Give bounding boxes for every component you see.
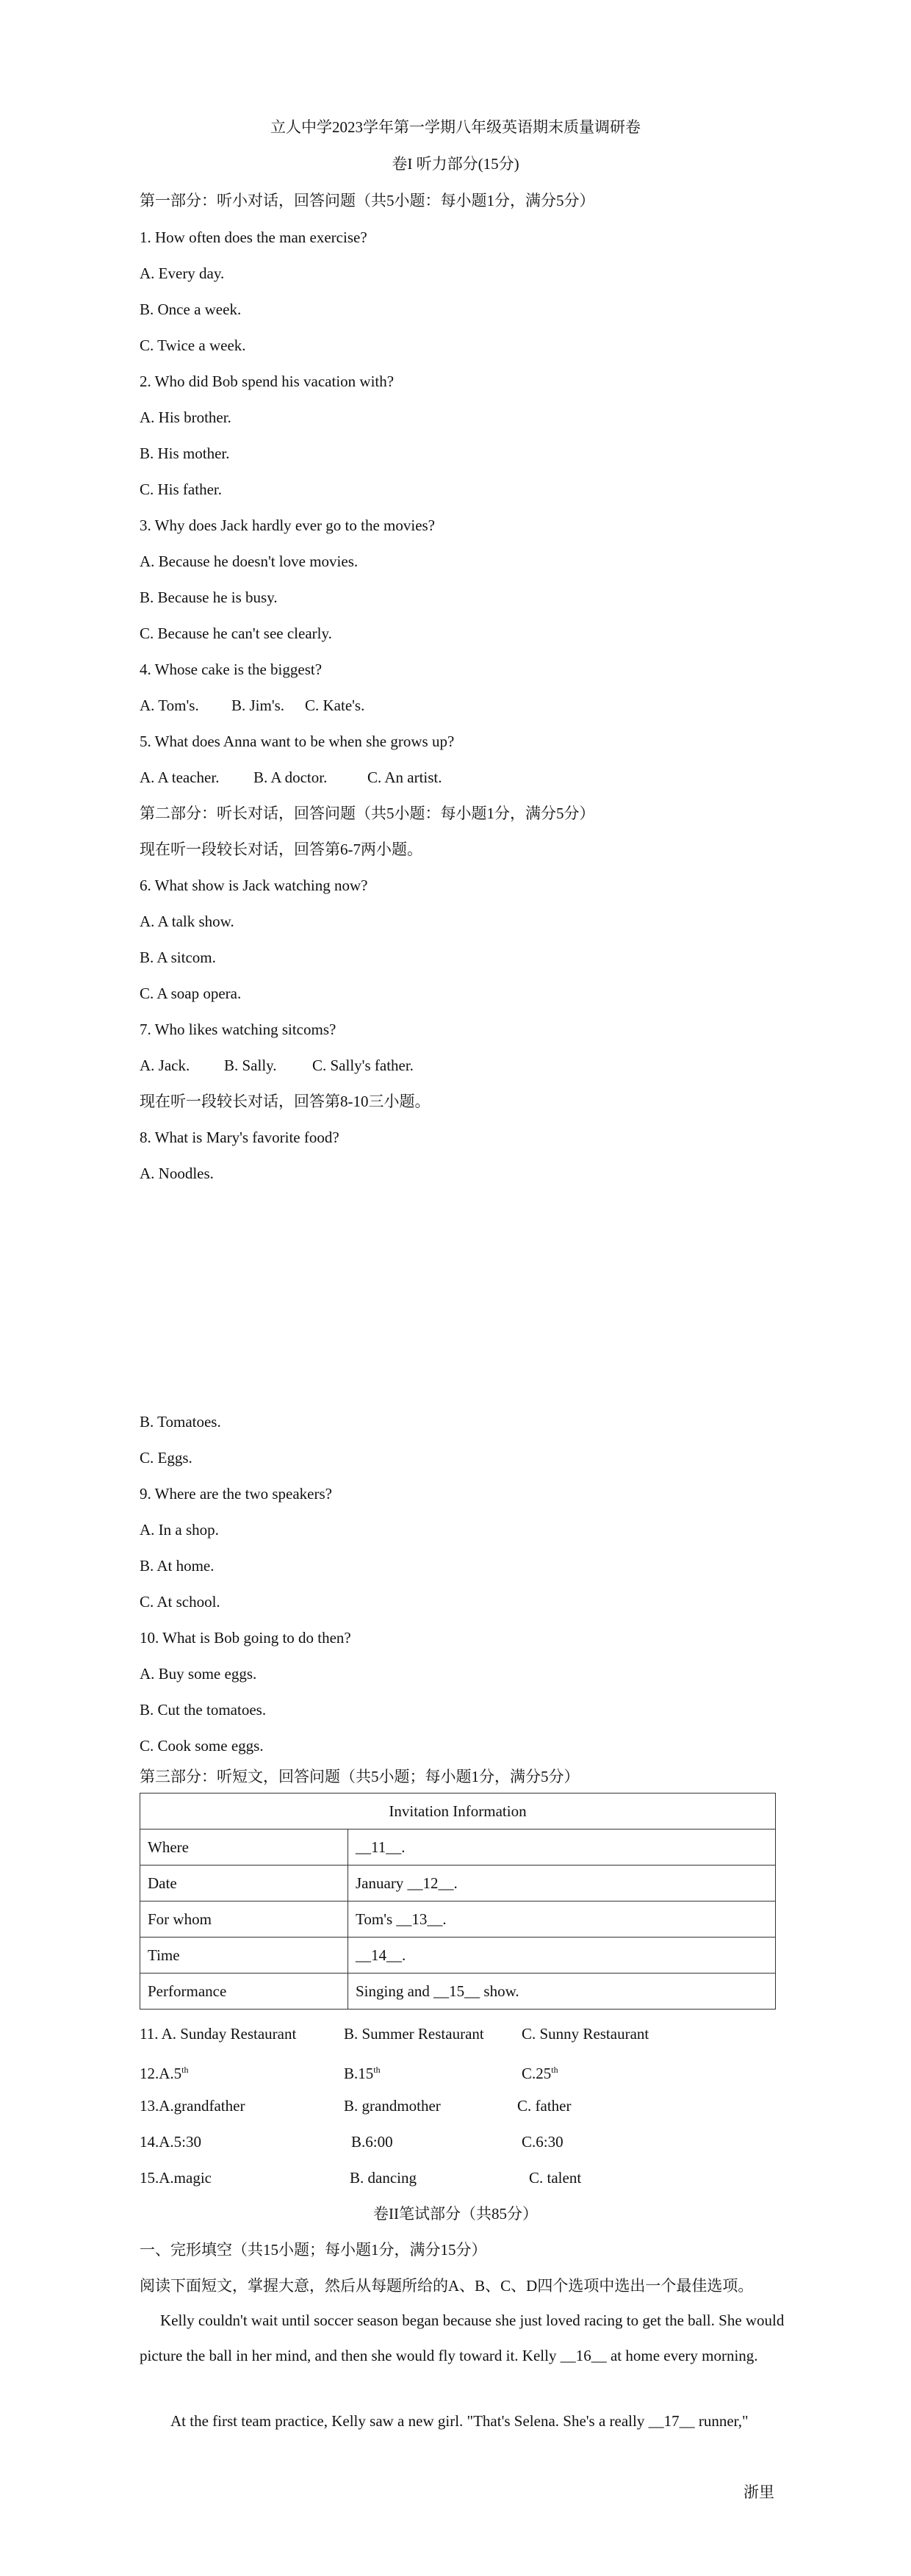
option-4c: C. Kate's.	[305, 697, 365, 714]
answer-a: A.5:30	[159, 2133, 201, 2151]
answer-num: 14.	[140, 2133, 159, 2151]
answer-b: B.15	[344, 2065, 374, 2082]
answer-b: B. Summer Restaurant	[344, 2025, 484, 2043]
part2-heading: 第二部分：听长对话，回答问题（共5小题：每小题1分，满分5分）	[140, 805, 595, 822]
footer-label: 浙里	[743, 2483, 774, 2501]
answer-c: C. talent	[529, 2169, 582, 2187]
answer-a: A.5	[159, 2065, 182, 2082]
table-header-row	[140, 1794, 776, 1830]
options-4	[140, 696, 364, 715]
answer-c: C.6:30	[522, 2133, 563, 2151]
option-5b: B. A doctor.	[253, 769, 328, 786]
option-6c: C. A soap opera.	[140, 985, 242, 1002]
answer-num: 15.	[140, 2169, 159, 2187]
option-2c: C. His father.	[140, 481, 222, 498]
row-value: Singing and __15__ show.	[348, 1974, 776, 2010]
answer-b: B.6:00	[351, 2133, 393, 2151]
option-4a: A. Tom's.	[140, 697, 199, 714]
option-10b: B. Cut the tomatoes.	[140, 1701, 267, 1719]
section2-title: 卷II笔试部分（共85分）	[373, 2205, 538, 2223]
question-9: 9. Where are the two speakers?	[140, 1485, 332, 1503]
row-value: __14__.	[348, 1938, 776, 1974]
option-6a: A. A talk show.	[140, 913, 234, 930]
table-row	[140, 1938, 776, 1974]
option-8c: C. Eggs.	[140, 1449, 192, 1467]
option-3b: B. Because he is busy.	[140, 589, 278, 606]
row-label: For whom	[140, 1902, 348, 1938]
row-label: Performance	[140, 1974, 348, 2010]
question-8: 8. What is Mary's favorite food?	[140, 1129, 339, 1146]
answer-num: 13.	[140, 2097, 159, 2115]
option-8a: A. Noodles.	[140, 1165, 214, 1182]
options-7	[140, 1056, 414, 1075]
question-6: 6. What show is Jack watching now?	[140, 877, 368, 894]
question-3: 3. Why does Jack hardly ever go to the movies?	[140, 517, 436, 534]
cloze-instruction: 阅读下面短文，掌握大意，然后从每题所给的A、B、C、D四个选项中选出一个最佳选项。	[140, 2277, 754, 2295]
answer-b: B. dancing	[350, 2169, 417, 2187]
table-row	[140, 1902, 776, 1938]
answer-num: 11.	[140, 2025, 159, 2043]
option-6b: B. A sitcom.	[140, 949, 216, 966]
part2-intro-1: 现在听一段较长对话，回答第6-7两小题。	[140, 841, 422, 858]
invitation-table	[140, 1793, 776, 2010]
answer-num: 12.	[140, 2065, 159, 2082]
option-7c: C. Sally's father.	[312, 1057, 414, 1074]
answer-b-suffix: th	[373, 2065, 381, 2075]
option-2a: A. His brother.	[140, 409, 231, 426]
option-9c: C. At school.	[140, 1593, 220, 1611]
page-title: 立人中学2023学年第一学期八年级英语期末质量调研卷	[270, 118, 641, 136]
option-3a: A. Because he doesn't love movies.	[140, 553, 359, 570]
part2-intro-2: 现在听一段较长对话，回答第8-10三小题。	[140, 1093, 431, 1110]
answer-c: C. Sunny Restaurant	[522, 2025, 649, 2043]
answer-c-suffix: th	[551, 2065, 558, 2075]
answer-a: A.magic	[159, 2169, 212, 2187]
row-value: __11__.	[348, 1830, 776, 1866]
table-row	[140, 1866, 776, 1902]
cloze-paragraph-1: Kelly couldn't wait until soccer season began because she just loved racing to get the ball. She would picture the ball in her mind, and then she would fly toward it. Kelly __16__ at home every morning.	[140, 2311, 785, 2364]
option-4b: B. Jim's.	[231, 697, 285, 714]
option-1c: C. Twice a week.	[140, 337, 246, 354]
cloze-heading: 一、完形填空（共15小题；每小题1分，满分15分）	[140, 2241, 487, 2259]
cloze-paragraph-2: At the first team practice, Kelly saw a new girl. "That's Selena. She's a really __17__ runner,"	[170, 2412, 749, 2430]
option-5a: A. A teacher.	[140, 769, 220, 786]
option-5c: C. An artist.	[367, 769, 442, 786]
option-9a: A. In a shop.	[140, 1521, 219, 1539]
option-10a: A. Buy some eggs.	[140, 1665, 257, 1683]
row-value: January __12__.	[348, 1866, 776, 1902]
option-3c: C. Because he can't see clearly.	[140, 625, 332, 642]
answer-a-suffix: th	[181, 2065, 189, 2075]
option-1b: B. Once a week.	[140, 301, 242, 318]
part3-heading: 第三部分：听短文，回答问题（共5小题；每小题1分，满分5分）	[140, 1768, 580, 1785]
answer-c: C. father	[517, 2097, 572, 2115]
question-7: 7. Who likes watching sitcoms?	[140, 1021, 336, 1038]
question-10: 10. What is Bob going to do then?	[140, 1629, 351, 1647]
row-value: Tom's __13__.	[348, 1902, 776, 1938]
row-label: Date	[140, 1866, 348, 1902]
option-1a: A. Every day.	[140, 265, 225, 282]
section-subtitle: 卷I 听力部分(15分)	[392, 155, 519, 173]
row-label: Where	[140, 1830, 348, 1866]
table-title: Invitation Information	[140, 1794, 776, 1830]
option-9b: B. At home.	[140, 1557, 215, 1575]
answer-a: A. Sunday Restaurant	[161, 2025, 297, 2043]
answer-c: C.25	[522, 2065, 552, 2082]
option-10c: C. Cook some eggs.	[140, 1737, 264, 1755]
row-label: Time	[140, 1938, 348, 1974]
option-7a: A. Jack.	[140, 1057, 190, 1074]
answer-b: B. grandmother	[344, 2097, 441, 2115]
options-5	[140, 768, 442, 787]
table-row	[140, 1974, 776, 2010]
option-2b: B. His mother.	[140, 445, 230, 462]
question-1: 1. How often does the man exercise?	[140, 229, 367, 246]
question-4: 4. Whose cake is the biggest?	[140, 661, 323, 678]
table-row	[140, 1830, 776, 1866]
option-8b: B. Tomatoes.	[140, 1413, 221, 1431]
part1-heading: 第一部分：听小对话，回答问题（共5小题：每小题1分，满分5分）	[140, 192, 595, 209]
answer-a: A.grandfather	[159, 2097, 245, 2115]
option-7b: B. Sally.	[224, 1057, 277, 1074]
question-5: 5. What does Anna want to be when she grows up?	[140, 733, 455, 750]
question-2: 2. Who did Bob spend his vacation with?	[140, 373, 395, 390]
